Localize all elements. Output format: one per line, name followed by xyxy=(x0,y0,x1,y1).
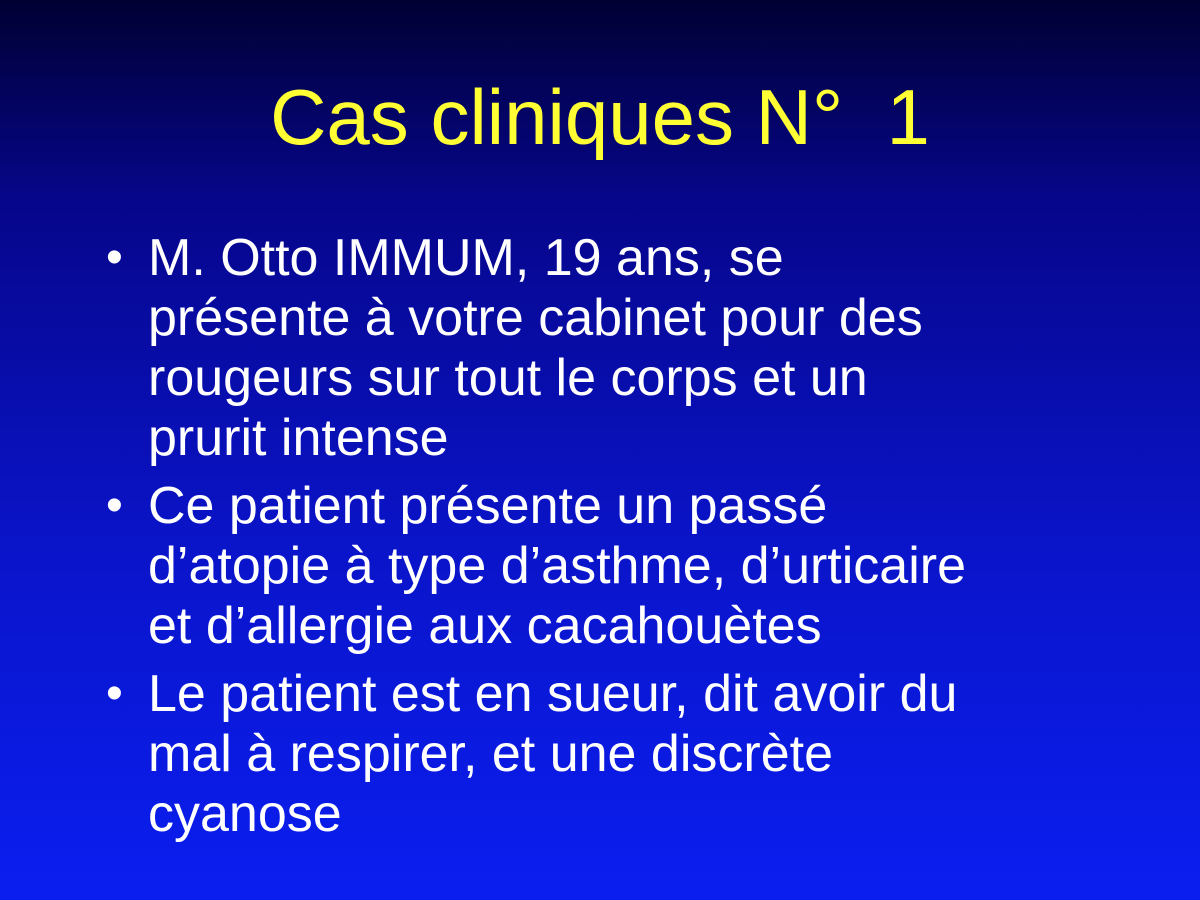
bullet-icon: • xyxy=(106,479,123,532)
bullet-2-line-3: et d’allergie aux cacahouètes xyxy=(148,597,822,655)
bullet-3-line-2: mal à respirer, et une discrète xyxy=(148,725,833,783)
bullet-1-line-1: M. Otto IMMUM, 19 ans, se xyxy=(148,229,784,287)
bullet-icon: • xyxy=(106,667,123,720)
bullet-icon: • xyxy=(106,231,123,284)
bullet-1-line-4: prurit intense xyxy=(148,409,449,467)
bullet-2-line-1: Ce patient présente un passé xyxy=(148,477,828,535)
bullet-3-line-3: cyanose xyxy=(148,785,342,843)
bullet-text-2 xyxy=(148,476,1176,656)
bullet-1-line-3: rougeurs sur tout le corps et un xyxy=(148,349,868,407)
bullet-2-line-2: d’atopie à type d’asthme, d’urticaire xyxy=(148,537,967,595)
slide-title: Cas cliniques N° 1 xyxy=(270,73,930,161)
bullet-item-2 xyxy=(96,476,1176,656)
bullet-1-line-2: présente à votre cabinet pour des xyxy=(148,289,923,347)
bullet-item-3 xyxy=(96,664,1176,844)
bullet-text-3 xyxy=(148,664,1176,844)
bullet-text-1 xyxy=(148,228,1176,468)
bullet-list xyxy=(96,228,1176,852)
bullet-item-1 xyxy=(96,228,1176,468)
bullet-3-line-1: Le patient est en sueur, dit avoir du xyxy=(148,665,958,723)
